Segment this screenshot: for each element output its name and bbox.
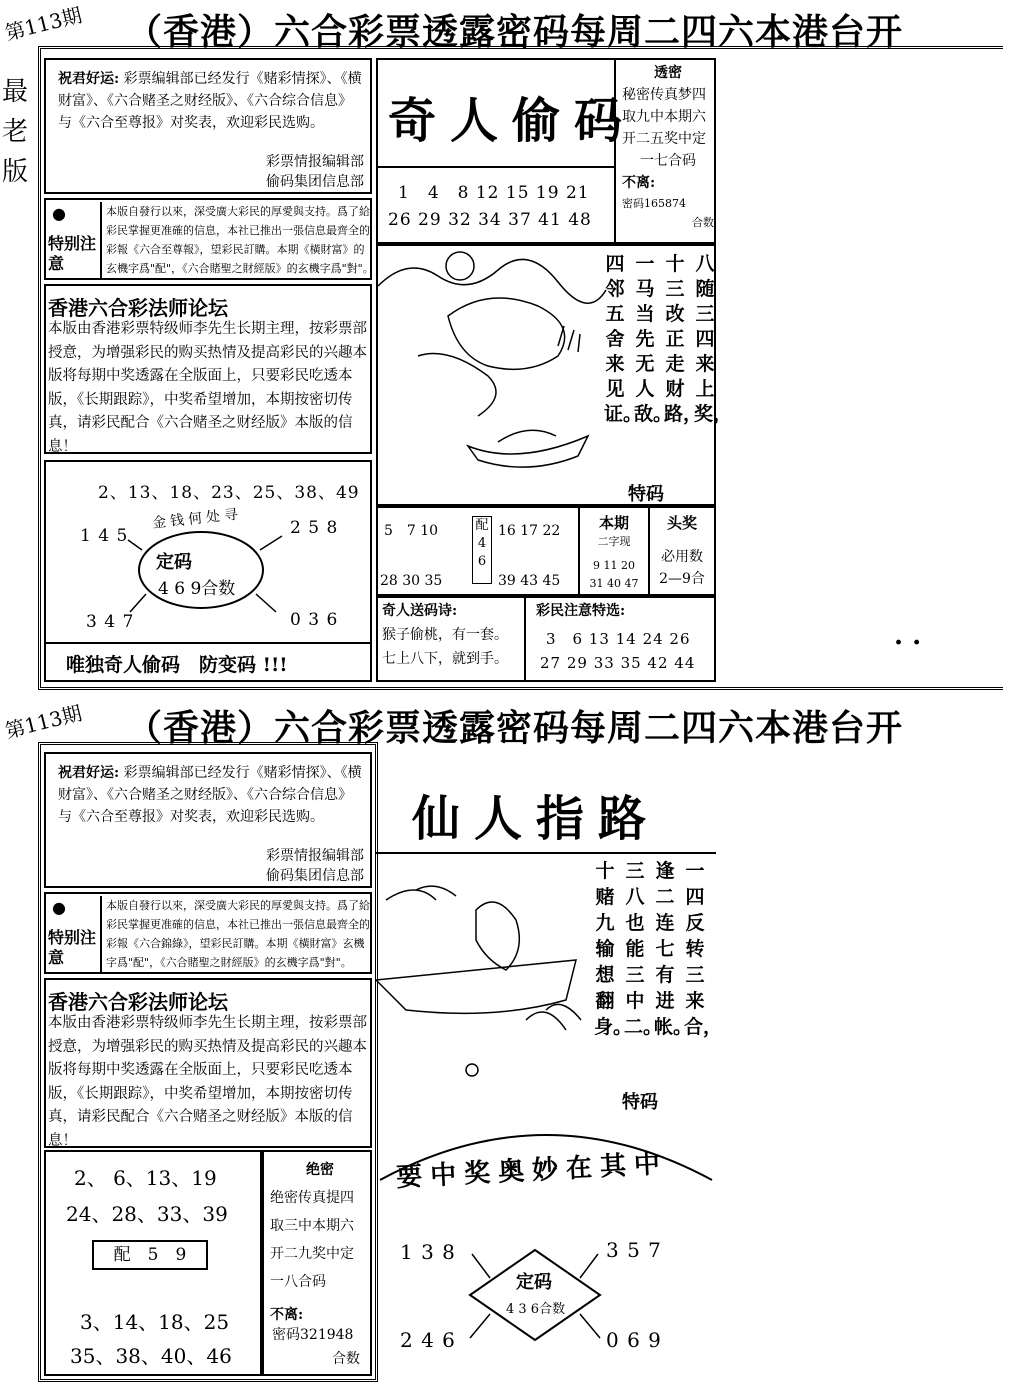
pei-mid-values: 4 6 bbox=[477, 536, 487, 569]
poem-bottom-col-2: 逢二连七有进帐。 bbox=[654, 860, 693, 1038]
secret-title-bottom: 绝密 bbox=[306, 1162, 334, 1178]
poem-col-3: 一马当先无人敌。 bbox=[634, 253, 673, 425]
circle-center-title: 定码 bbox=[156, 552, 192, 573]
diamond-br: 0 6 9 bbox=[606, 1328, 662, 1352]
numbers-row1: 1 4 8 12 15 19 21 bbox=[398, 183, 590, 203]
toujiang-sub: 必用数 bbox=[661, 549, 703, 565]
pei-box bbox=[376, 506, 580, 596]
main-title-box bbox=[376, 58, 637, 168]
main-title: 奇人偷码 bbox=[388, 93, 637, 149]
forum-title-bottom: 香港六合彩法师论坛 bbox=[48, 990, 228, 1014]
bomb-icon: ● bbox=[52, 204, 66, 223]
secret-line2: 取九中本期六 bbox=[622, 109, 706, 125]
special-title: 彩民注意特选: bbox=[536, 603, 626, 619]
diamond-value: 4 3 6合数 bbox=[506, 1302, 566, 1317]
special-row1: 3 6 13 14 24 26 bbox=[546, 630, 691, 648]
secret-he-bottom: 合数 bbox=[332, 1351, 360, 1367]
poem-send-title: 奇人送码诗: bbox=[382, 603, 458, 619]
tema-label-bottom: 特码 bbox=[622, 1092, 658, 1113]
nums-pei: 配 5 9 bbox=[92, 1240, 208, 1270]
benqi-title: 本期 bbox=[598, 514, 629, 532]
diamond-tr: 3 5 7 bbox=[606, 1238, 662, 1262]
notice-text: 本版自發行以來，深受廣大彩民的厚愛與支持。爲了給彩民掌握更准確的信息，本社已推出一張信息最齊全的彩報《六合至尊報》，望彩民訂購。本期《橫財富》的玄機字爲"配"，《六合賭聖之財經版》的玄機字爲"對"。 bbox=[100, 202, 374, 278]
benqi-row1: 9 11 20 bbox=[593, 559, 635, 572]
circle-row: 2、13、18、23、25、38、49 bbox=[98, 483, 360, 503]
secret-line3-bottom: 开二九奖中定 bbox=[270, 1246, 354, 1262]
poem-col-2: 十三改正走财路， bbox=[664, 253, 703, 425]
numbers-box bbox=[376, 166, 616, 244]
nums-row3: 3、14、18、25 bbox=[80, 1310, 230, 1334]
forum-title: 香港六合彩法师论坛 bbox=[48, 296, 228, 320]
issue-label: 第113期 bbox=[2, 2, 85, 46]
numbers-row2: 26 29 32 34 37 41 48 bbox=[388, 210, 592, 230]
greeting-box-bottom bbox=[44, 752, 372, 888]
greeting-body-bottom: 彩票编辑部已经发行《赌彩情探》、《横财富》、《六合赌圣之财经版》、《六合综合信息》与《六合至尊报》对奖表，欢迎彩民选购。 bbox=[58, 765, 362, 825]
circle-arc-text: 金钱何处寻 bbox=[151, 506, 243, 532]
forum-text-bottom: 本版由香港彩票特级师李先生长期主理，按彩票部授意，为增强彩民的购买热情及提高彩民的兴趣本版将每期中奖透露在全版面上，只要彩民吃透本版，《长期跟踪》，中奖希望增加，本期按密切传真，请彩民配合《六合赌圣之财经版》本版的信息！ bbox=[48, 1015, 367, 1149]
arc-text: 要中奖奥妙在其中 bbox=[395, 1148, 669, 1194]
secret-title: 透密 bbox=[654, 65, 682, 81]
poem-bottom-col-4: 十赌九输想翻身。 bbox=[594, 860, 633, 1038]
greeting-sign2: 偷码集团信息部 bbox=[266, 174, 364, 190]
poem-col-1: 八随三四来上奖， bbox=[694, 253, 733, 425]
toujiang-value: 2—9合 bbox=[659, 571, 705, 587]
issue-label-bottom: 第113期 bbox=[2, 700, 85, 744]
notice-label-bottom: 特别注意 bbox=[48, 928, 97, 967]
headline: （香港）六合彩票透露密码每周二四六本港台开 bbox=[126, 11, 904, 53]
greeting-title: 祝君好运: bbox=[58, 71, 120, 87]
notice-box-bottom bbox=[44, 892, 372, 974]
secret-line4-bottom: 一八合码 bbox=[270, 1274, 326, 1290]
diamond-title: 定码 bbox=[516, 1272, 552, 1293]
secret-code: 密码165874 bbox=[622, 197, 686, 210]
special-box bbox=[524, 596, 716, 682]
secret-box bbox=[614, 58, 716, 244]
nums-row1: 2、 6、13、19 bbox=[74, 1166, 217, 1190]
diamond-tl: 1 3 8 bbox=[400, 1240, 456, 1264]
landscape-illustration bbox=[378, 246, 608, 504]
forum-box bbox=[44, 284, 372, 454]
benqi-row2: 31 40 47 bbox=[589, 577, 639, 590]
tema-label: 特码 bbox=[628, 484, 664, 505]
poem-bottom-col-1: 一四反转三来合， bbox=[684, 860, 723, 1038]
toujiang-box bbox=[648, 506, 716, 596]
pei-mid-label: 配 bbox=[475, 518, 489, 533]
notice-box bbox=[44, 198, 372, 280]
nums-row2: 24、28、33、39 bbox=[66, 1202, 228, 1226]
circle-br: 0 3 6 bbox=[290, 610, 339, 630]
benqi-box bbox=[578, 506, 650, 596]
greeting-sign1-bottom: 彩票情报编辑部 bbox=[266, 848, 364, 864]
secret-box-bottom bbox=[262, 1150, 372, 1376]
diamond-bl: 2 4 6 bbox=[400, 1328, 456, 1352]
secret-code-bottom: 密码321948 bbox=[272, 1327, 354, 1343]
nums-row4: 35、38、40、46 bbox=[70, 1344, 232, 1368]
poem-col-4: 四邻五舍来见证。 bbox=[604, 253, 643, 425]
greeting-sign1: 彩票情报编辑部 bbox=[266, 154, 364, 170]
special-row2: 27 29 33 35 42 44 bbox=[540, 654, 696, 672]
greeting-box bbox=[44, 58, 372, 194]
poem-box-top bbox=[376, 244, 733, 506]
secret-line4: 一七合码 bbox=[640, 153, 696, 169]
greeting-title-bottom: 祝君好运: bbox=[58, 765, 120, 781]
poem-send-line2: 七上八下，就到手。 bbox=[382, 651, 508, 667]
secret-line1: 秘密传真梦四 bbox=[622, 87, 706, 103]
secret-line1-bottom: 绝密传真提四 bbox=[270, 1190, 354, 1206]
secret-buli-bottom: 不离: bbox=[270, 1307, 304, 1323]
main-title-bottom: 仙人指路 bbox=[412, 791, 661, 847]
circle-arrows bbox=[46, 462, 370, 680]
pei-left-bottom: 28 30 35 bbox=[380, 573, 443, 589]
boat-illustration bbox=[376, 860, 596, 1090]
diamond-shape bbox=[460, 1240, 610, 1350]
pei-left-top: 5 7 10 bbox=[384, 523, 439, 539]
secret-buli: 不离: bbox=[622, 175, 656, 191]
secret-line2-bottom: 取三中本期六 bbox=[270, 1218, 354, 1234]
circle-center-value: 4 6 9合数 bbox=[158, 579, 236, 599]
pei-right-bottom: 39 43 45 bbox=[498, 573, 561, 589]
pei-mid bbox=[472, 516, 492, 584]
poem-send-box bbox=[376, 596, 526, 682]
secret-he: 合数 bbox=[692, 216, 714, 229]
greeting-body: 彩票编辑部已经发行《赌彩情探》、《横财富》、《六合赌圣之财经版》、《六合综合信息》与《六合至尊报》对奖表，欢迎彩民选购。 bbox=[58, 71, 362, 131]
poem-bottom-col-3: 三八也能三中二。 bbox=[624, 860, 663, 1038]
notice-text-bottom: 本版自發行以來，深受廣大彩民的厚愛與支持。爲了給彩民掌握更准確的信息，本社已推出一張信息最齊全的彩報《六合錦綠》，望彩民訂購。本期《橫財富》玄機字爲"配"，《六合賭聖之財經版》的玄機字爲"對"。 bbox=[100, 896, 374, 972]
secret-line3: 开二五奖中定 bbox=[622, 131, 706, 147]
pei-right-top: 16 17 22 bbox=[498, 523, 561, 539]
slogan: 唯独奇人偷码 防变码 !!! bbox=[66, 654, 288, 676]
circle-bl: 3 4 7 bbox=[86, 612, 135, 632]
bomb-icon: ● bbox=[52, 898, 66, 917]
benqi-sub: 二字现 bbox=[597, 535, 631, 548]
circle-tl: 1 4 5 bbox=[80, 526, 129, 546]
poem-send-line1: 猴子偷桃，有一套。 bbox=[382, 627, 508, 643]
nums-box-bottom bbox=[44, 1150, 262, 1376]
headline-bottom: （香港）六合彩票透露密码每周二四六本港台开 bbox=[126, 707, 904, 749]
forum-box-bottom bbox=[44, 978, 372, 1148]
circle-box bbox=[44, 460, 372, 682]
dots: · · bbox=[894, 628, 922, 658]
toujiang-title: 头奖 bbox=[666, 514, 697, 532]
notice-label: 特别注意 bbox=[48, 234, 97, 273]
side-label: 最 老 版 bbox=[2, 77, 29, 187]
greeting-sign2-bottom: 偷码集团信息部 bbox=[266, 868, 364, 884]
circle-tr: 2 5 8 bbox=[290, 518, 339, 538]
forum-text: 本版由香港彩票特级师李先生长期主理，按彩票部授意，为增强彩民的购买热情及提高彩民的兴趣本版将每期中奖透露在全版面上，只要彩民吃透本版，《长期跟踪》，中奖希望增加，本期按密切传真，请彩民配合《六合赌圣之财经版》本版的信息！ bbox=[48, 321, 367, 455]
